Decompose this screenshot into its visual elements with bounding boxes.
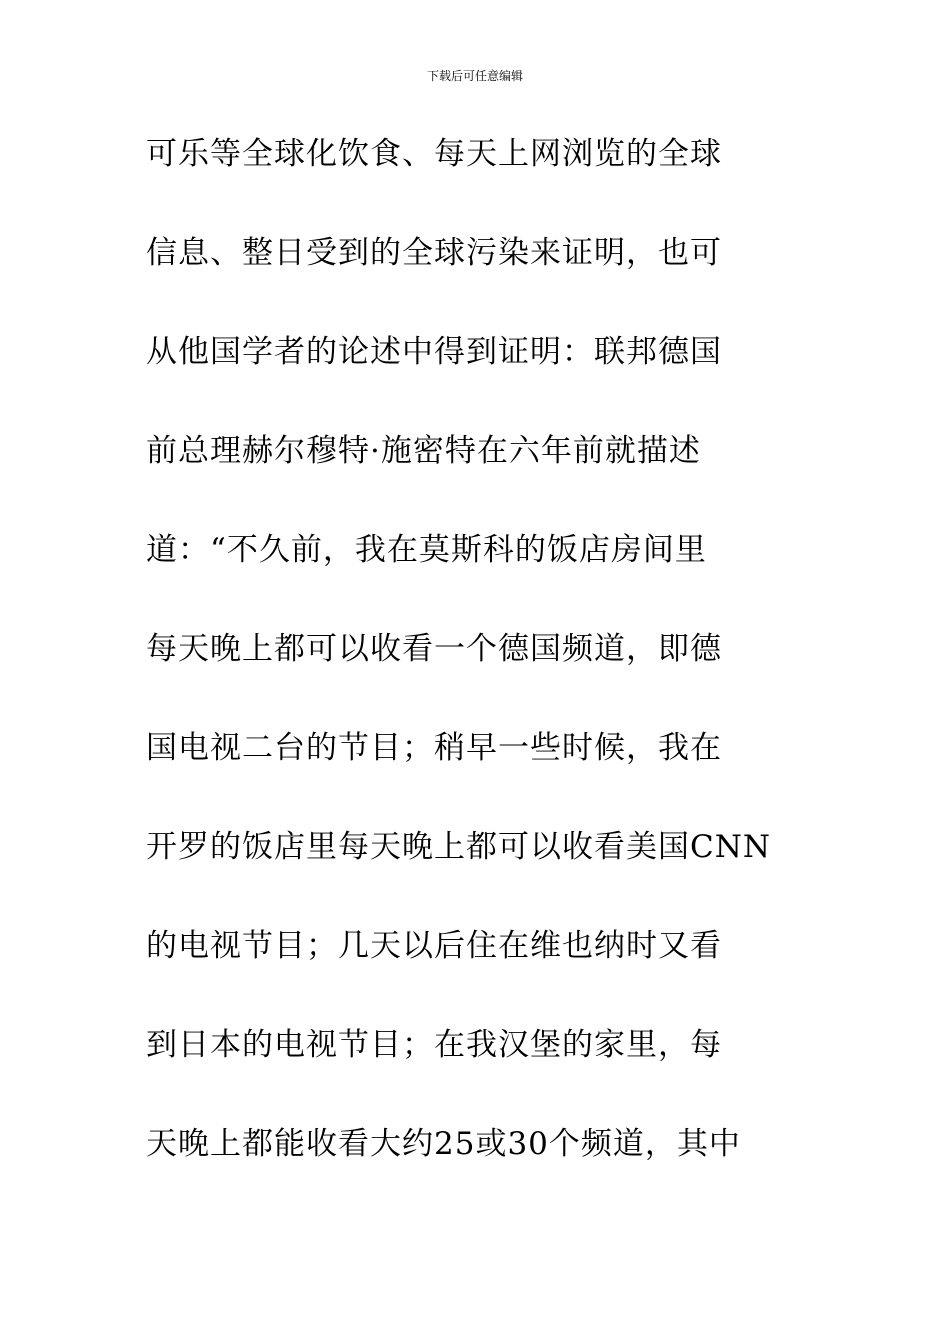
body-line: 到日本的电视节目；在我汉堡的家里，每 [146, 1027, 722, 1063]
body-line: 每天晚上都可以收看一个德国频道，即德 [146, 631, 722, 667]
body-line: 信息、整日受到的全球污染来证明，也可 [146, 235, 722, 271]
body-line: 的电视节目；几天以后住在维也纳时又看 [146, 928, 722, 964]
body-line: 天晚上都能收看大约25或30个频道，其中 [146, 1126, 741, 1162]
body-line: 可乐等全球化饮食、每天上网浏览的全球 [146, 136, 722, 172]
body-line: 开罗的饭店里每天晚上都可以收看美国CNN [146, 829, 771, 865]
body-line: 国电视二台的节目；稍早一些时候，我在 [146, 730, 722, 766]
body-line: 前总理赫尔穆特·施密特在六年前就描述 [146, 433, 701, 469]
body-line: 道：“不久前，我在莫斯科的饭店房间里 [146, 532, 707, 568]
document-body [146, 128, 826, 1217]
page-header: 下载后可任意编辑 [426, 69, 523, 83]
body-line: 从他国学者的论述中得到证明：联邦德国 [146, 334, 722, 370]
